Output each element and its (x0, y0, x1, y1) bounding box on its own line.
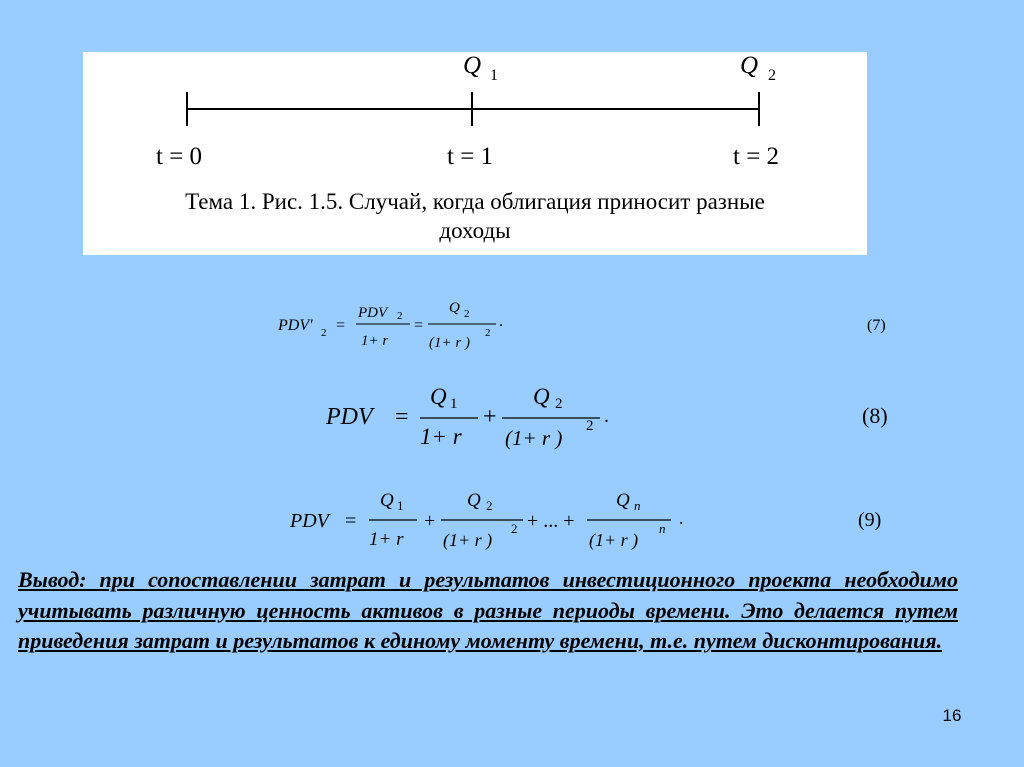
eq9-dot: . (679, 508, 684, 528)
timeline-figure (83, 52, 867, 255)
equation-9 (285, 484, 935, 558)
eq7-frac1-den: 1+ r (361, 333, 389, 349)
eq7-frac2-num-sub: 2 (464, 308, 470, 320)
eq7-dot: . (499, 313, 503, 330)
eq9-equals: = (345, 510, 357, 532)
eq9-lhs: PDV (290, 510, 329, 532)
eq9-frac2-den: (1+ r ) (443, 530, 493, 550)
eq9-middle: + ... + (527, 510, 575, 532)
figure-caption (83, 187, 867, 245)
eq8-frac1-den: 1+ r (420, 424, 462, 449)
caption-line-2: доходы (439, 218, 511, 243)
eq7-frac1-num: PDV (358, 305, 388, 321)
eq9-plus: + (424, 510, 436, 532)
equation-7 (270, 292, 920, 352)
caption-line-1: Тема 1. Рис. 1.5. Случай, когда облигация приносит разные (185, 189, 765, 214)
label-q2: Q (740, 52, 759, 79)
eq8-equals: = (395, 404, 409, 430)
eq9-frac3-num-sub: n (634, 498, 641, 513)
label-t2: t = 2 (733, 143, 780, 170)
conclusion-text: Вывод: при сопоставлении затрат и результатов инвестиционного проекта необходимо учитывать различную ценность активов в разные периоды времени. Это делается путем приведения затрат и результатов к единому моменту времени, т.е. путем дисконтирования. (18, 567, 958, 653)
eq9-frac2-num-sub: 2 (486, 498, 493, 513)
eq9-frac3-den-exp: n (659, 521, 666, 536)
eq8-dot: . (604, 405, 609, 427)
eq9-frac1-den: 1+ r (369, 529, 404, 550)
eq7-frac2-den: (1+ r ) (429, 335, 470, 351)
eq7-frac1-num-sub: 2 (397, 310, 403, 322)
page-number: 16 (942, 706, 962, 725)
timeline-diagram (83, 52, 867, 187)
eq7-equals-2: = (414, 317, 424, 334)
label-t1: t = 1 (447, 143, 494, 170)
eq7-lhs-sub: 2 (321, 327, 327, 339)
eq8-frac2-num: Q (533, 384, 550, 409)
eq9-frac1-num-sub: 1 (397, 498, 404, 513)
eq8-plus: + (483, 404, 497, 430)
label-t0: t = 0 (156, 143, 203, 170)
label-q1: Q (463, 52, 482, 79)
eq7-frac2-num: Q (449, 300, 460, 316)
eq8-frac2-den-exp: 2 (586, 418, 594, 434)
label-q2-sub: 2 (768, 67, 776, 84)
eq9-number: (9) (858, 509, 882, 531)
eq8-frac2-den: (1+ r ) (505, 426, 563, 450)
eq8-frac1-num-sub: 1 (450, 396, 458, 412)
label-q1-sub: 1 (490, 67, 498, 84)
eq7-lhs: PDV′ (278, 317, 313, 334)
equation-8 (320, 378, 920, 458)
eq8-number: (8) (862, 403, 888, 428)
eq7-equals: = (336, 317, 346, 334)
eq8-lhs: PDV (326, 404, 373, 430)
eq9-frac3-num: Q (616, 490, 630, 511)
eq7-number: (7) (867, 317, 886, 334)
eq8-frac2-num-sub: 2 (555, 396, 563, 412)
eq9-frac2-den-exp: 2 (511, 521, 518, 536)
eq9-frac3-den: (1+ r ) (589, 530, 639, 550)
eq9-frac1-num: Q (380, 490, 394, 511)
eq9-frac2-num: Q (467, 490, 481, 511)
eq7-frac2-den-exp: 2 (485, 327, 491, 339)
eq8-frac1-num: Q (430, 384, 447, 409)
